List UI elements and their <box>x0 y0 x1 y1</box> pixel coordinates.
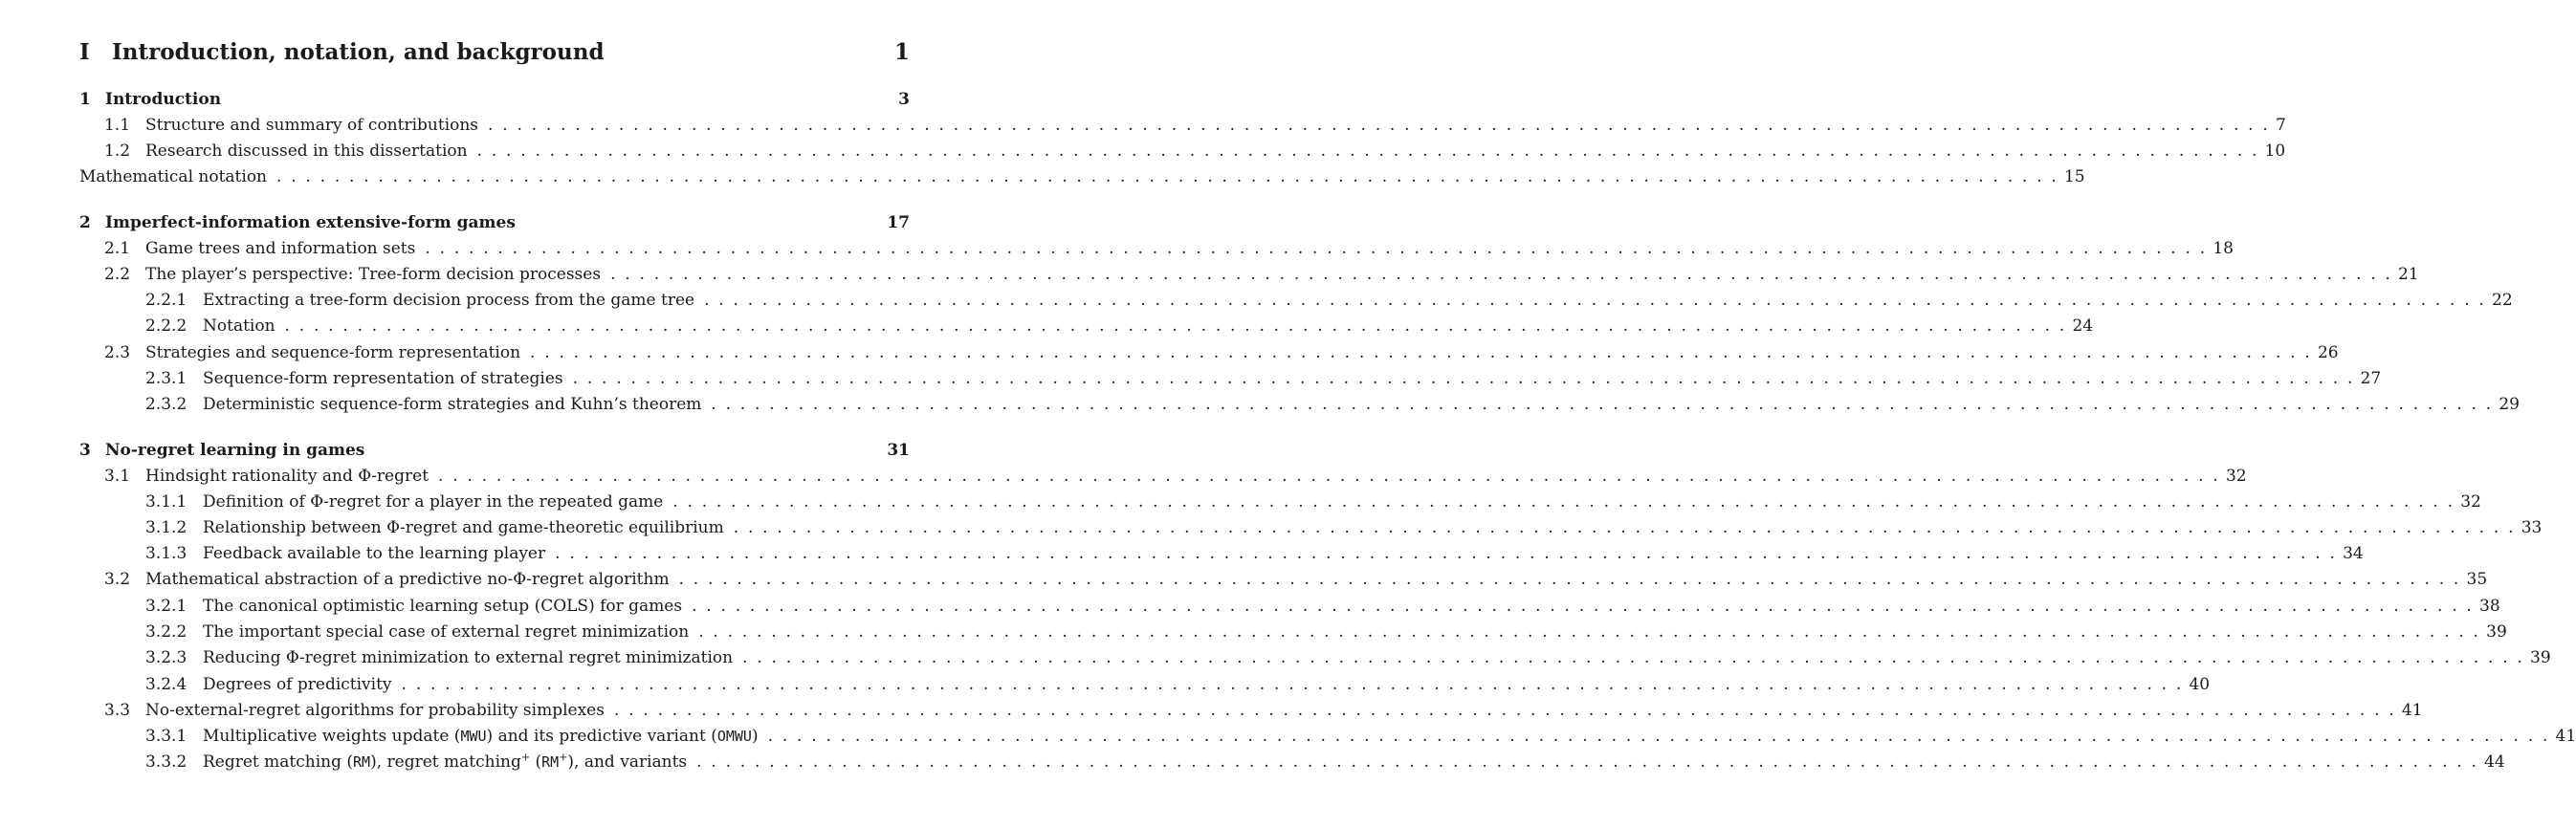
page-number: 17 <box>887 213 910 232</box>
toc-subsection-entry[interactable] <box>79 648 2551 667</box>
dot-leader <box>711 395 2493 414</box>
dot-leader <box>555 544 2337 563</box>
dot-leader <box>488 116 2270 135</box>
page-number: 38 <box>2479 597 2500 616</box>
toc-chapter-entry[interactable] <box>79 441 910 460</box>
page-number: 27 <box>2360 369 2382 388</box>
subsection-number: 3.2.4 <box>145 675 187 694</box>
page-number: 21 <box>2398 265 2419 284</box>
subsection-title: Definition of Φ-regret for a player in the repeated game <box>203 492 664 512</box>
toc-part-entry[interactable] <box>79 39 910 65</box>
dot-leader <box>425 239 2207 258</box>
dot-leader <box>276 167 2059 186</box>
section-title: No-external-regret algorithms for probability simplexes <box>145 701 605 720</box>
subsection-title: Deterministic sequence-form strategies and Kuhn’s theorem <box>203 395 702 414</box>
title-part: ) <box>751 727 759 746</box>
page-number: 32 <box>2460 492 2481 512</box>
dot-leader <box>438 467 2220 486</box>
page-number: 22 <box>2492 291 2513 310</box>
page-number: 31 <box>887 441 910 460</box>
entry-title: Mathematical notation <box>79 167 268 186</box>
toc-subsection-entry[interactable] <box>79 395 2520 414</box>
page-number: 15 <box>2063 167 2085 186</box>
title-part: ), regret matching <box>370 752 521 772</box>
section-number: 3.2 <box>104 570 131 589</box>
toc-section-entry[interactable] <box>79 343 2339 362</box>
toc-section-entry[interactable] <box>79 570 2488 589</box>
page-number: 32 <box>2225 467 2247 486</box>
dot-leader <box>477 142 2259 161</box>
subsection-number: 3.3.1 <box>145 727 187 746</box>
subsection-number: 3.2.2 <box>145 622 187 642</box>
chapter-title: No-regret learning in games <box>105 441 365 460</box>
part-title-text: Introduction, notation, and background <box>112 39 605 65</box>
section-title: Strategies and sequence-form representation <box>145 343 521 362</box>
page-number: 24 <box>2072 316 2094 336</box>
subsection-number: 3.1.3 <box>145 544 187 563</box>
superscript-plus: + <box>559 751 568 764</box>
subsection-title: The important special case of external regret minimization <box>203 622 690 642</box>
subsection-title: Sequence-form representation of strategies <box>203 369 563 388</box>
section-number: 3.1 <box>104 467 131 486</box>
chapter-number: 2 <box>79 213 91 232</box>
page-number: 39 <box>2530 648 2551 667</box>
subsection-title: Notation <box>203 316 275 336</box>
page-number: 3 <box>898 90 910 109</box>
superscript-plus: + <box>520 751 531 764</box>
subsection-title: The canonical optimistic learning setup (COLS) for games <box>203 597 683 616</box>
title-part: ) and its predictive variant ( <box>486 727 717 746</box>
dot-leader <box>672 492 2455 512</box>
dot-leader <box>530 343 2312 362</box>
toc-subsection-entry[interactable] <box>79 675 2211 694</box>
title-part: Multiplicative weights update ( <box>203 727 461 746</box>
page-number: 7 <box>2275 116 2286 135</box>
subsection-number: 2.3.2 <box>145 395 187 414</box>
part-number: I <box>79 39 90 65</box>
section-title: Game trees and information sets <box>145 239 416 258</box>
toc-subsection-entry[interactable] <box>79 727 2576 746</box>
subsection-title: Degrees of predictivity <box>203 675 392 694</box>
toc-section-entry[interactable] <box>79 239 2234 258</box>
chapter-title: Introduction <box>105 90 222 109</box>
toc-section-entry[interactable] <box>79 701 2423 720</box>
page-number: 18 <box>2213 239 2234 258</box>
section-title: Structure and summary of contributions <box>145 116 479 135</box>
dot-leader <box>610 265 2392 284</box>
page-number: 26 <box>2317 343 2339 362</box>
toc-subsection-entry[interactable] <box>79 291 2513 310</box>
part-title <box>79 39 605 65</box>
dot-leader <box>573 369 2355 388</box>
toc-chapter-entry[interactable] <box>79 90 910 109</box>
toc-section-entry[interactable] <box>79 142 2286 161</box>
page-number: 34 <box>2343 544 2364 563</box>
toc-subsection-entry[interactable] <box>79 597 2500 616</box>
dot-leader <box>696 752 2478 772</box>
section-title: Mathematical abstraction of a predictive no-Φ-regret algorithm <box>145 570 670 589</box>
title-part: ( <box>530 752 542 772</box>
toc-subsection-entry[interactable] <box>79 316 2094 336</box>
toc-unnumbered-entry[interactable] <box>79 167 2085 186</box>
toc-section-entry[interactable] <box>79 116 2286 135</box>
toc-subsection-entry[interactable] <box>79 751 2505 772</box>
page-number: 29 <box>2499 395 2520 414</box>
page-number: 35 <box>2466 570 2488 589</box>
title-part: Regret matching ( <box>203 752 354 772</box>
subsection-number: 3.2.1 <box>145 597 187 616</box>
title-part: ), and variants <box>567 752 688 772</box>
dot-leader <box>734 518 2516 537</box>
section-number: 1.2 <box>104 142 131 161</box>
dot-leader <box>402 675 2184 694</box>
subsection-number: 3.1.1 <box>145 492 187 512</box>
toc-subsection-entry[interactable] <box>79 518 2543 537</box>
page-number: 41 <box>2555 727 2576 746</box>
subsection-number: 2.2.2 <box>145 316 187 336</box>
dot-leader <box>692 597 2474 616</box>
section-number: 3.3 <box>104 701 131 720</box>
subsection-number: 3.2.3 <box>145 648 187 667</box>
algorithm-name: MWU <box>460 728 487 745</box>
section-title: Hindsight rationality and Φ-regret <box>145 467 429 486</box>
subsection-number: 3.3.2 <box>145 752 187 772</box>
subsection-title: Reducing Φ-regret minimization to external regret minimization <box>203 648 734 667</box>
toc-subsection-entry[interactable] <box>79 492 2481 512</box>
dot-leader <box>704 291 2486 310</box>
dot-leader <box>285 316 2067 336</box>
page-number: 39 <box>2486 622 2507 642</box>
page-number: 1 <box>893 39 910 65</box>
toc-section-entry[interactable] <box>79 467 2247 486</box>
section-number: 2.1 <box>104 239 131 258</box>
section-number: 1.1 <box>104 116 131 135</box>
subsection-number: 3.1.2 <box>145 518 187 537</box>
dot-leader <box>768 727 2550 746</box>
algorithm-name: RM <box>353 753 371 771</box>
algorithm-name: RM <box>541 753 560 771</box>
page-number: 40 <box>2189 675 2211 694</box>
dot-leader <box>698 622 2480 642</box>
toc-subsection-entry[interactable] <box>79 622 2507 642</box>
chapter-number: 1 <box>79 90 91 109</box>
toc-chapter-entry[interactable] <box>79 213 910 232</box>
dot-leader <box>614 701 2396 720</box>
section-title: Research discussed in this dissertation <box>145 142 468 161</box>
section-title: The player’s perspective: Tree-form decision processes <box>145 265 602 284</box>
subsection-title: Feedback available to the learning player <box>203 544 546 563</box>
subsection-title: Extracting a tree-form decision process from the game tree <box>203 291 695 310</box>
page-number: 10 <box>2264 142 2286 161</box>
dot-leader <box>679 570 2461 589</box>
section-number: 2.3 <box>104 343 131 362</box>
section-number: 2.2 <box>104 265 131 284</box>
chapter-title: Imperfect-information extensive-form games <box>105 213 516 232</box>
subsection-title: Relationship between Φ-regret and game-theoretic equilibrium <box>203 518 724 537</box>
toc-subsection-entry[interactable] <box>79 369 2382 388</box>
page-number: 41 <box>2401 701 2423 720</box>
chapter-number: 3 <box>79 441 91 460</box>
toc-subsection-entry[interactable] <box>79 544 2364 563</box>
algorithm-name: OMWU <box>716 728 752 745</box>
page-number: 44 <box>2484 752 2505 772</box>
toc-section-entry[interactable] <box>79 265 2419 284</box>
subsection-number: 2.2.1 <box>145 291 187 310</box>
page-number: 33 <box>2521 518 2543 537</box>
subsection-number: 2.3.1 <box>145 369 187 388</box>
dot-leader <box>742 648 2524 667</box>
